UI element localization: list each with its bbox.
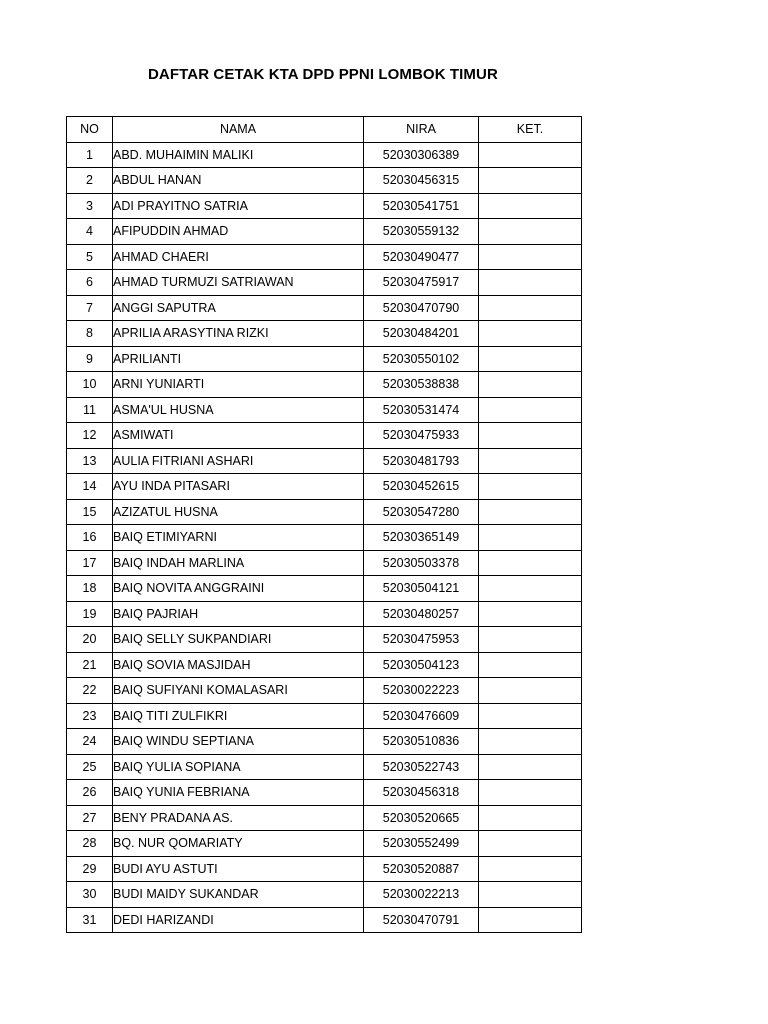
cell-ket (479, 856, 582, 882)
cell-nama: ABDUL HANAN (113, 168, 364, 194)
cell-nama: BAIQ ETIMIYARNI (113, 525, 364, 551)
cell-nira: 52030531474 (364, 397, 479, 423)
cell-no: 11 (67, 397, 113, 423)
cell-nira: 52030520887 (364, 856, 479, 882)
cell-no: 15 (67, 499, 113, 525)
page-title: DAFTAR CETAK KTA DPD PPNI LOMBOK TIMUR (148, 66, 498, 83)
cell-nama: AYU INDA PITASARI (113, 474, 364, 500)
cell-ket (479, 550, 582, 576)
header-ket: KET. (479, 117, 582, 143)
cell-nira: 52030480257 (364, 601, 479, 627)
cell-ket (479, 678, 582, 704)
cell-nira: 52030306389 (364, 142, 479, 168)
cell-no: 28 (67, 831, 113, 857)
cell-nira: 52030547280 (364, 499, 479, 525)
cell-nama: DEDI HARIZANDI (113, 907, 364, 933)
table-row (67, 856, 582, 882)
cell-no: 13 (67, 448, 113, 474)
cell-ket (479, 754, 582, 780)
cell-no: 25 (67, 754, 113, 780)
cell-no: 18 (67, 576, 113, 602)
cell-ket (479, 423, 582, 449)
cell-ket (479, 346, 582, 372)
cell-ket (479, 601, 582, 627)
cell-no: 10 (67, 372, 113, 398)
table-row (67, 244, 582, 270)
table-body (67, 142, 582, 933)
cell-ket (479, 805, 582, 831)
cell-nama: BAIQ YUNIA FEBRIANA (113, 780, 364, 806)
cell-ket (479, 882, 582, 908)
table-row (67, 576, 582, 602)
cell-ket (479, 397, 582, 423)
cell-nama: BAIQ SUFIYANI KOMALASARI (113, 678, 364, 704)
cell-nama: AULIA FITRIANI ASHARI (113, 448, 364, 474)
cell-no: 21 (67, 652, 113, 678)
table-row (67, 550, 582, 576)
cell-no: 20 (67, 627, 113, 653)
table-row (67, 882, 582, 908)
cell-ket (479, 270, 582, 296)
cell-nama: ANGGI SAPUTRA (113, 295, 364, 321)
header-nira: NIRA (364, 117, 479, 143)
header-no: NO (67, 117, 113, 143)
cell-ket (479, 372, 582, 398)
table-row (67, 219, 582, 245)
cell-ket (479, 780, 582, 806)
cell-nama: AHMAD CHAERI (113, 244, 364, 270)
cell-nira: 52030520665 (364, 805, 479, 831)
cell-nama: ADI PRAYITNO SATRIA (113, 193, 364, 219)
cell-ket (479, 168, 582, 194)
cell-nama: BAIQ INDAH MARLINA (113, 550, 364, 576)
cell-no: 30 (67, 882, 113, 908)
cell-no: 16 (67, 525, 113, 551)
cell-nira: 52030456315 (364, 168, 479, 194)
cell-nira: 52030510836 (364, 729, 479, 755)
table-row (67, 168, 582, 194)
cell-no: 4 (67, 219, 113, 245)
cell-no: 9 (67, 346, 113, 372)
cell-nama: BAIQ WINDU SEPTIANA (113, 729, 364, 755)
cell-no: 8 (67, 321, 113, 347)
cell-nira: 52030476609 (364, 703, 479, 729)
cell-nira: 52030504121 (364, 576, 479, 602)
cell-ket (479, 729, 582, 755)
table-row (67, 499, 582, 525)
cell-nira: 52030022223 (364, 678, 479, 704)
cell-nira: 52030475933 (364, 423, 479, 449)
cell-ket (479, 627, 582, 653)
cell-nama: BAIQ PAJRIAH (113, 601, 364, 627)
cell-no: 2 (67, 168, 113, 194)
cell-nama: BUDI MAIDY SUKANDAR (113, 882, 364, 908)
table-row (67, 831, 582, 857)
cell-ket (479, 576, 582, 602)
table-header (67, 117, 582, 143)
cell-nama: BAIQ YULIA SOPIANA (113, 754, 364, 780)
cell-nira: 52030541751 (364, 193, 479, 219)
cell-no: 23 (67, 703, 113, 729)
table-row (67, 627, 582, 653)
cell-no: 24 (67, 729, 113, 755)
cell-nira: 52030552499 (364, 831, 479, 857)
table-row (67, 678, 582, 704)
cell-nira: 52030484201 (364, 321, 479, 347)
cell-nama: APRILIANTI (113, 346, 364, 372)
table-row (67, 321, 582, 347)
cell-nira: 52030470790 (364, 295, 479, 321)
cell-no: 19 (67, 601, 113, 627)
cell-nira: 52030456318 (364, 780, 479, 806)
cell-nama: BUDI AYU ASTUTI (113, 856, 364, 882)
cell-no: 7 (67, 295, 113, 321)
table-row (67, 295, 582, 321)
table-row (67, 780, 582, 806)
cell-no: 12 (67, 423, 113, 449)
cell-nira: 52030504123 (364, 652, 479, 678)
cell-ket (479, 499, 582, 525)
table-row (67, 805, 582, 831)
cell-nama: BAIQ TITI ZULFIKRI (113, 703, 364, 729)
cell-nira: 52030522743 (364, 754, 479, 780)
cell-ket (479, 321, 582, 347)
cell-nama: APRILIA ARASYTINA RIZKI (113, 321, 364, 347)
table-row (67, 448, 582, 474)
cell-nira: 52030475953 (364, 627, 479, 653)
table-row (67, 652, 582, 678)
cell-no: 6 (67, 270, 113, 296)
cell-nama: BAIQ SOVIA MASJIDAH (113, 652, 364, 678)
cell-no: 1 (67, 142, 113, 168)
cell-nama: BAIQ NOVITA ANGGRAINI (113, 576, 364, 602)
cell-ket (479, 244, 582, 270)
table-row (67, 729, 582, 755)
cell-nira: 52030365149 (364, 525, 479, 551)
table-row (67, 423, 582, 449)
cell-nira: 52030470791 (364, 907, 479, 933)
cell-nira: 52030481793 (364, 448, 479, 474)
table-row (67, 474, 582, 500)
cell-no: 27 (67, 805, 113, 831)
cell-ket (479, 703, 582, 729)
cell-nama: AHMAD TURMUZI SATRIAWAN (113, 270, 364, 296)
table-row (67, 703, 582, 729)
cell-nira: 52030475917 (364, 270, 479, 296)
table-row (67, 397, 582, 423)
cell-ket (479, 193, 582, 219)
cell-nama: BQ. NUR QOMARIATY (113, 831, 364, 857)
table-row (67, 372, 582, 398)
header-row (67, 117, 582, 143)
header-nama: NAMA (113, 117, 364, 143)
cell-no: 26 (67, 780, 113, 806)
cell-nira: 52030550102 (364, 346, 479, 372)
table-row (67, 525, 582, 551)
cell-ket (479, 525, 582, 551)
cell-nira: 52030538838 (364, 372, 479, 398)
table-row (67, 601, 582, 627)
cell-no: 5 (67, 244, 113, 270)
cell-nira: 52030452615 (364, 474, 479, 500)
table-row (67, 142, 582, 168)
table-row (67, 907, 582, 933)
cell-ket (479, 219, 582, 245)
cell-no: 22 (67, 678, 113, 704)
cell-nama: AFIPUDDIN AHMAD (113, 219, 364, 245)
cell-ket (479, 448, 582, 474)
cell-nira: 52030559132 (364, 219, 479, 245)
cell-nama: ASMIWATI (113, 423, 364, 449)
table-row (67, 346, 582, 372)
table-row (67, 754, 582, 780)
cell-nira: 52030022213 (364, 882, 479, 908)
table-row (67, 193, 582, 219)
cell-no: 31 (67, 907, 113, 933)
cell-no: 3 (67, 193, 113, 219)
member-table (66, 116, 582, 933)
cell-ket (479, 142, 582, 168)
cell-nama: ABD. MUHAIMIN MALIKI (113, 142, 364, 168)
cell-nama: BAIQ SELLY SUKPANDIARI (113, 627, 364, 653)
cell-ket (479, 652, 582, 678)
cell-ket (479, 474, 582, 500)
cell-nira: 52030503378 (364, 550, 479, 576)
cell-nira: 52030490477 (364, 244, 479, 270)
table-row (67, 270, 582, 296)
cell-nama: ASMA'UL HUSNA (113, 397, 364, 423)
cell-ket (479, 831, 582, 857)
cell-nama: AZIZATUL HUSNA (113, 499, 364, 525)
cell-nama: ARNI YUNIARTI (113, 372, 364, 398)
cell-ket (479, 295, 582, 321)
cell-no: 14 (67, 474, 113, 500)
cell-ket (479, 907, 582, 933)
cell-nama: BENY PRADANA AS. (113, 805, 364, 831)
cell-no: 29 (67, 856, 113, 882)
cell-no: 17 (67, 550, 113, 576)
